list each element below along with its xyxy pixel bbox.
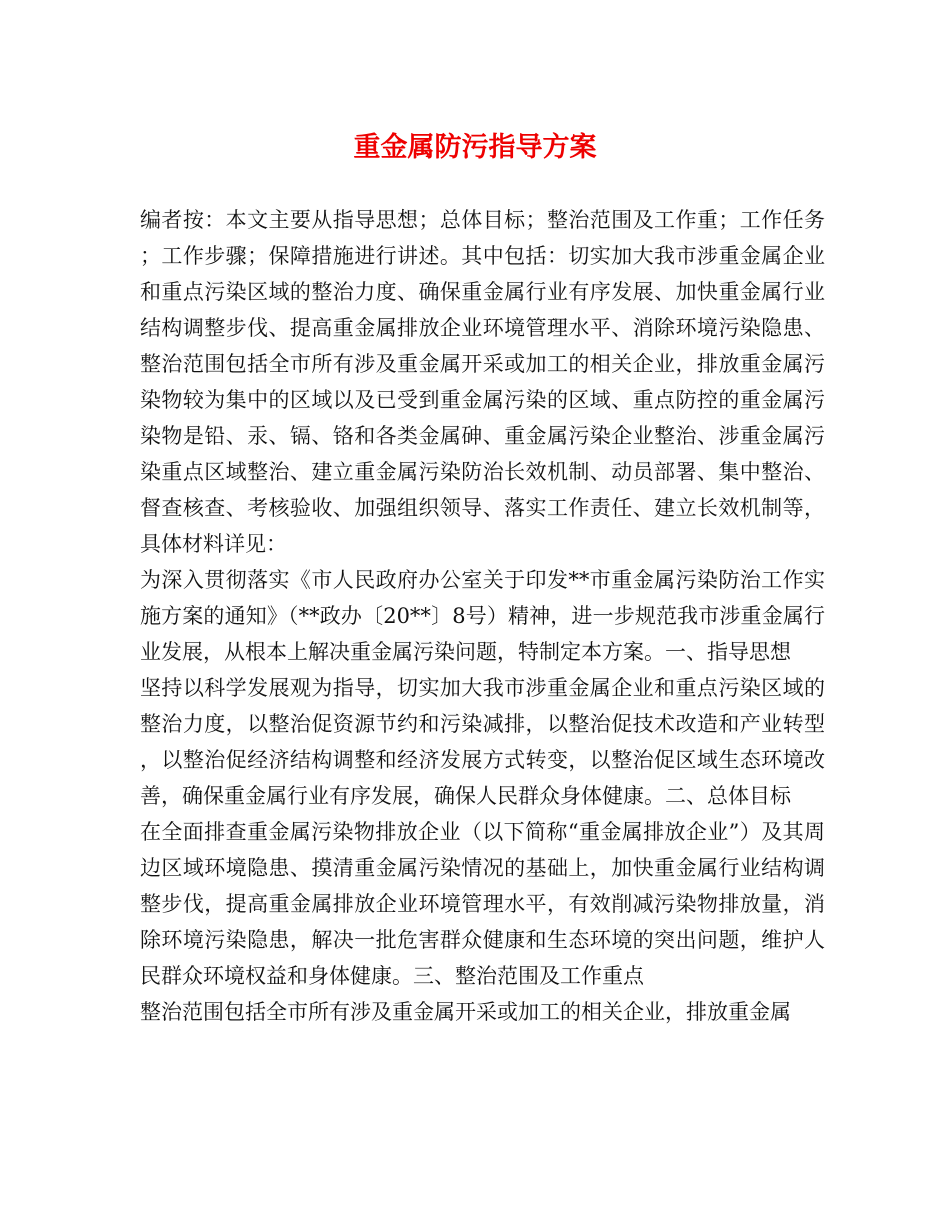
scope-paragraph: 整治范围包括全市所有涉及重金属开采或加工的相关企业，排放重金属 [140, 1000, 791, 1024]
intro-paragraph: 为深入贯彻落实《市人民政府办公室关于印发**市重金属污染防治工作实施方案的通知》（**政办〔20**〕8号）精神，进一步规范我市涉重金属行业发展，从根本上解决重金属污染问题，特制定本方案。一、指导思想 [140, 568, 825, 664]
document-body [140, 202, 825, 1030]
document-title: 重金属防污指导方案 [353, 132, 597, 163]
overall-goal-paragraph: 在全面排查重金属污染物排放企业（以下简称“重金属排放企业”）及其周边区域环境隐患、摸清重金属污染情况的基础上，加快重金属行业结构调整步伐，提高重金属排放企业环境管理水平，有效削减污染物排放量，消除环境污染隐患，解决一批危害群众健康和生态环境的突出问题，维护人民群众环境权益和身体健康。三、整治范围及工作重点 [140, 820, 825, 988]
guiding-ideology-paragraph: 坚持以科学发展观为指导，切实加大我市涉重金属企业和重点污染区域的整治力度，以整治促资源节约和污染减排，以整治促技术改造和产业转型，以整治促经济结构调整和经济发展方式转变，以整治促区域生态环境改善，确保重金属行业有序发展，确保人民群众身体健康。二、总体目标 [140, 676, 825, 808]
editor-note-paragraph: 编者按：本文主要从指导思想；总体目标；整治范围及工作重；工作任务；工作步骤；保障措施进行讲述。其中包括：切实加大我市涉重金属企业和重点污染区域的整治力度、确保重金属行业有序发展、加快重金属行业结构调整步伐、提高重金属排放企业环境管理水平、消除环境污染隐患、整治范围包括全市所有涉及重金属开采或加工的相关企业，排放重金属污染物较为集中的区域以及已受到重金属污染的区域、重点防控的重金属污染物是铅、汞、镉、铬和各类金属砷、重金属污染企业整治、涉重金属污染重点区域整治、建立重金属污染防治长效机制、动员部署、集中整治、督查核查、考核验收、加强组织领导、落实工作责任、建立长效机制等，具体材料详见： [140, 208, 825, 556]
